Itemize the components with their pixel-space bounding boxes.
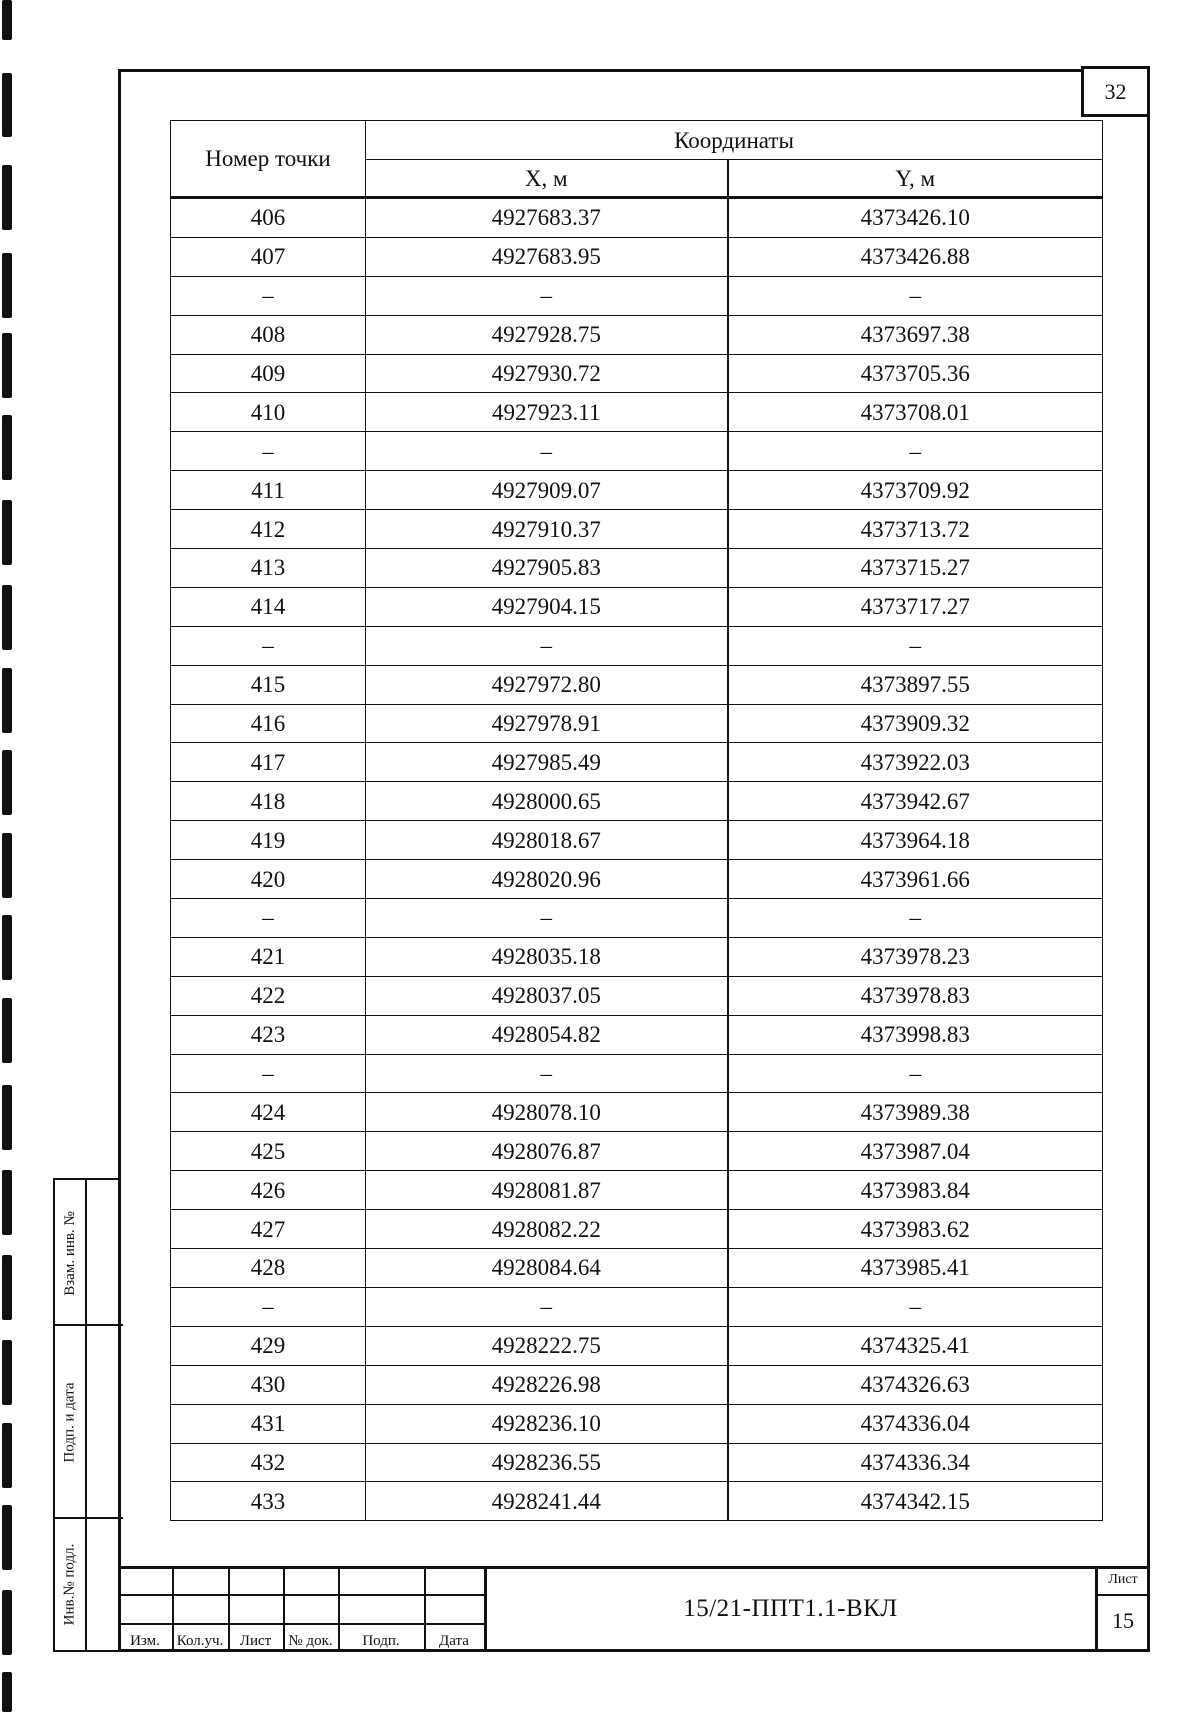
x-coordinate-cell: 4927923.11 xyxy=(366,393,728,432)
point-number-cell: 417 xyxy=(171,743,366,782)
y-coordinate-cell: 4373942.67 xyxy=(728,782,1103,821)
inv-orig-label-box xyxy=(55,1519,85,1650)
point-number-cell: – xyxy=(171,899,366,938)
binding-mark xyxy=(2,333,12,398)
point-number-cell: 419 xyxy=(171,821,366,860)
y-header: Y, м xyxy=(728,160,1103,198)
point-number-cell: 431 xyxy=(171,1404,366,1443)
binding-mark xyxy=(2,1505,12,1570)
coordinates-table xyxy=(170,120,1103,1521)
binding-mark xyxy=(2,1340,12,1405)
y-coordinate-cell: – xyxy=(728,626,1103,665)
y-coordinate-cell: 4374325.41 xyxy=(728,1326,1103,1365)
x-coordinate-cell: 4927683.95 xyxy=(366,237,728,276)
table-row xyxy=(171,1287,1103,1326)
binding-mark xyxy=(2,998,12,1063)
table-row xyxy=(171,782,1103,821)
table-row xyxy=(171,665,1103,704)
y-coordinate-cell: 4373983.62 xyxy=(728,1210,1103,1249)
replace-inv-label: Взам. инв. № xyxy=(61,1210,78,1296)
x-coordinate-cell: 4928054.82 xyxy=(366,1015,728,1054)
x-coordinate-cell: 4928020.96 xyxy=(366,860,728,899)
point-number-header: Номер точки xyxy=(171,121,366,198)
table-row xyxy=(171,1482,1103,1521)
table-row xyxy=(171,549,1103,588)
x-coordinate-cell: 4928081.87 xyxy=(366,1171,728,1210)
table-row xyxy=(171,276,1103,315)
table-row xyxy=(171,821,1103,860)
y-coordinate-cell: – xyxy=(728,1287,1103,1326)
point-number-cell: 429 xyxy=(171,1326,366,1365)
y-coordinate-cell: 4373964.18 xyxy=(728,821,1103,860)
table-row xyxy=(171,198,1103,238)
x-coordinate-cell: 4928226.98 xyxy=(366,1365,728,1404)
x-coordinate-cell: 4928084.64 xyxy=(366,1249,728,1288)
binding-mark xyxy=(2,1423,12,1488)
y-coordinate-cell: 4374326.63 xyxy=(728,1365,1103,1404)
point-number-cell: – xyxy=(171,626,366,665)
y-coordinate-cell: 4374336.04 xyxy=(728,1404,1103,1443)
binding-mark xyxy=(2,1170,12,1235)
label-doc-no: № док. xyxy=(288,1633,333,1649)
binding-mark xyxy=(2,1255,12,1320)
y-coordinate-cell: 4373978.83 xyxy=(728,976,1103,1015)
binding-mark xyxy=(2,1672,12,1712)
y-coordinate-cell: 4373705.36 xyxy=(728,354,1103,393)
x-coordinate-cell: 4927905.83 xyxy=(366,549,728,588)
table-row xyxy=(171,432,1103,471)
x-coordinate-cell: – xyxy=(366,899,728,938)
y-coordinate-cell: 4373709.92 xyxy=(728,471,1103,510)
x-coordinate-cell: 4928037.05 xyxy=(366,976,728,1015)
binding-mark xyxy=(2,500,12,565)
x-coordinate-cell: 4927909.07 xyxy=(366,471,728,510)
x-coordinate-cell: – xyxy=(366,1054,728,1093)
x-coordinate-cell: 4928076.87 xyxy=(366,1132,728,1171)
point-number-cell: 409 xyxy=(171,354,366,393)
y-coordinate-cell: 4373978.23 xyxy=(728,937,1103,976)
point-number-cell: 420 xyxy=(171,860,366,899)
point-number-cell: 433 xyxy=(171,1482,366,1521)
binding-mark xyxy=(2,0,12,40)
point-number-cell: 432 xyxy=(171,1443,366,1482)
binding-mark xyxy=(2,165,12,230)
point-number-cell: 423 xyxy=(171,1015,366,1054)
y-coordinate-cell: 4373922.03 xyxy=(728,743,1103,782)
y-coordinate-cell: 4373987.04 xyxy=(728,1132,1103,1171)
label-data: Дата xyxy=(439,1633,469,1649)
point-number-cell: 428 xyxy=(171,1249,366,1288)
y-coordinate-cell: 4373697.38 xyxy=(728,315,1103,354)
table-row xyxy=(171,1249,1103,1288)
table-row xyxy=(171,704,1103,743)
x-coordinate-cell: 4927910.37 xyxy=(366,510,728,549)
x-coordinate-cell: – xyxy=(366,432,728,471)
x-coordinate-cell: 4928241.44 xyxy=(366,1482,728,1521)
binding-mark xyxy=(2,668,12,733)
point-number-cell: 410 xyxy=(171,393,366,432)
y-coordinate-cell: – xyxy=(728,1054,1103,1093)
y-coordinate-cell: 4373708.01 xyxy=(728,393,1103,432)
title-block xyxy=(118,1566,1150,1652)
x-coordinate-cell: 4928000.65 xyxy=(366,782,728,821)
x-coordinate-cell: 4928078.10 xyxy=(366,1093,728,1132)
x-coordinate-cell: 4927928.75 xyxy=(366,315,728,354)
point-number-cell: 425 xyxy=(171,1132,366,1171)
point-number-cell: – xyxy=(171,1054,366,1093)
table-row xyxy=(171,743,1103,782)
x-coordinate-cell: 4927972.80 xyxy=(366,665,728,704)
y-coordinate-cell: 4373998.83 xyxy=(728,1015,1103,1054)
point-number-cell: 422 xyxy=(171,976,366,1015)
table-row xyxy=(171,1210,1103,1249)
binding-mark xyxy=(2,1590,12,1655)
y-coordinate-cell: 4373426.10 xyxy=(728,198,1103,238)
table-row xyxy=(171,899,1103,938)
y-coordinate-cell: 4373909.32 xyxy=(728,704,1103,743)
point-number-cell: 416 xyxy=(171,704,366,743)
point-number-cell: 421 xyxy=(171,937,366,976)
point-number-cell: 408 xyxy=(171,315,366,354)
point-number-cell: 430 xyxy=(171,1365,366,1404)
y-coordinate-cell: 4374336.34 xyxy=(728,1443,1103,1482)
y-coordinate-cell: – xyxy=(728,899,1103,938)
y-coordinate-cell: 4373717.27 xyxy=(728,587,1103,626)
table-row xyxy=(171,860,1103,899)
replace-inv-label-box xyxy=(55,1180,85,1326)
table-row xyxy=(171,471,1103,510)
binding-mark xyxy=(2,1085,12,1150)
x-coordinate-cell: 4927904.15 xyxy=(366,587,728,626)
table-row xyxy=(171,393,1103,432)
table-row xyxy=(171,1054,1103,1093)
point-number-cell: 414 xyxy=(171,587,366,626)
page-number: 32 xyxy=(1081,66,1150,117)
binding-mark xyxy=(2,73,12,137)
label-kol-uch: Кол.уч. xyxy=(176,1633,224,1649)
sheet-box xyxy=(1096,1566,1150,1652)
y-coordinate-cell: 4373989.38 xyxy=(728,1093,1103,1132)
x-coordinate-cell: 4928236.10 xyxy=(366,1404,728,1443)
table-row xyxy=(171,1365,1103,1404)
document-code: 15/21-ППТ1.1-ВКЛ xyxy=(683,1595,898,1622)
x-coordinate-cell: – xyxy=(366,276,728,315)
point-number-cell: 427 xyxy=(171,1210,366,1249)
point-number-cell: 424 xyxy=(171,1093,366,1132)
table-row xyxy=(171,937,1103,976)
x-coordinate-cell: 4928035.18 xyxy=(366,937,728,976)
label-list: Лист xyxy=(239,1633,272,1649)
y-coordinate-cell: 4373985.41 xyxy=(728,1249,1103,1288)
coordinates-body xyxy=(171,198,1103,1521)
table-row xyxy=(171,976,1103,1015)
y-coordinate-cell: – xyxy=(728,432,1103,471)
table-row xyxy=(171,1326,1103,1365)
table-row xyxy=(171,1093,1103,1132)
x-header: X, м xyxy=(366,160,728,198)
sign-date-label: Подп. и дата xyxy=(61,1382,78,1463)
table-row xyxy=(171,1171,1103,1210)
y-coordinate-cell: 4373897.55 xyxy=(728,665,1103,704)
table-row xyxy=(171,315,1103,354)
point-number-cell: 412 xyxy=(171,510,366,549)
point-number-cell: 426 xyxy=(171,1171,366,1210)
coordinates-header: Координаты xyxy=(366,121,1103,160)
point-number-cell: 418 xyxy=(171,782,366,821)
point-number-cell: 415 xyxy=(171,665,366,704)
table-row xyxy=(171,1132,1103,1171)
point-number-cell: – xyxy=(171,276,366,315)
sheet-label: Лист xyxy=(1108,1572,1138,1587)
label-podp: Подп. xyxy=(362,1633,400,1649)
x-coordinate-cell: 4927930.72 xyxy=(366,354,728,393)
y-coordinate-cell: – xyxy=(728,276,1103,315)
binding-mark xyxy=(2,833,12,898)
inv-orig-label: Инв.№ подл. xyxy=(61,1543,78,1626)
y-coordinate-cell: 4373983.84 xyxy=(728,1171,1103,1210)
label-izm: Изм. xyxy=(130,1633,160,1649)
x-coordinate-cell: 4928222.75 xyxy=(366,1326,728,1365)
y-coordinate-cell: 4373961.66 xyxy=(728,860,1103,899)
point-number-cell: 407 xyxy=(171,237,366,276)
binding-strip xyxy=(0,0,20,1712)
table-row xyxy=(171,1443,1103,1482)
x-coordinate-cell: – xyxy=(366,626,728,665)
binding-mark xyxy=(2,915,12,980)
y-coordinate-cell: 4373426.88 xyxy=(728,237,1103,276)
x-coordinate-cell: 4928236.55 xyxy=(366,1443,728,1482)
x-coordinate-cell: – xyxy=(366,1287,728,1326)
table-row xyxy=(171,1404,1103,1443)
sheet-number: 15 xyxy=(1112,1608,1134,1633)
point-number-cell: 406 xyxy=(171,198,366,238)
x-coordinate-cell: 4927683.37 xyxy=(366,198,728,238)
x-coordinate-cell: 4928018.67 xyxy=(366,821,728,860)
y-coordinate-cell: 4373713.72 xyxy=(728,510,1103,549)
point-number-cell: – xyxy=(171,432,366,471)
y-coordinate-cell: 4373715.27 xyxy=(728,549,1103,588)
binding-mark xyxy=(2,253,12,318)
point-number-cell: 411 xyxy=(171,471,366,510)
table-row xyxy=(171,1015,1103,1054)
point-number-cell: – xyxy=(171,1287,366,1326)
binding-mark xyxy=(2,585,12,650)
y-coordinate-cell: 4374342.15 xyxy=(728,1482,1103,1521)
sign-date-label-box xyxy=(55,1326,85,1519)
side-stamp xyxy=(53,1178,121,1652)
table-row xyxy=(171,626,1103,665)
x-coordinate-cell: 4927978.91 xyxy=(366,704,728,743)
table-row xyxy=(171,237,1103,276)
table-row xyxy=(171,354,1103,393)
binding-mark xyxy=(2,415,12,480)
binding-mark xyxy=(2,750,12,815)
x-coordinate-cell: 4928082.22 xyxy=(366,1210,728,1249)
table-row xyxy=(171,587,1103,626)
table-row xyxy=(171,510,1103,549)
x-coordinate-cell: 4927985.49 xyxy=(366,743,728,782)
point-number-cell: 413 xyxy=(171,549,366,588)
